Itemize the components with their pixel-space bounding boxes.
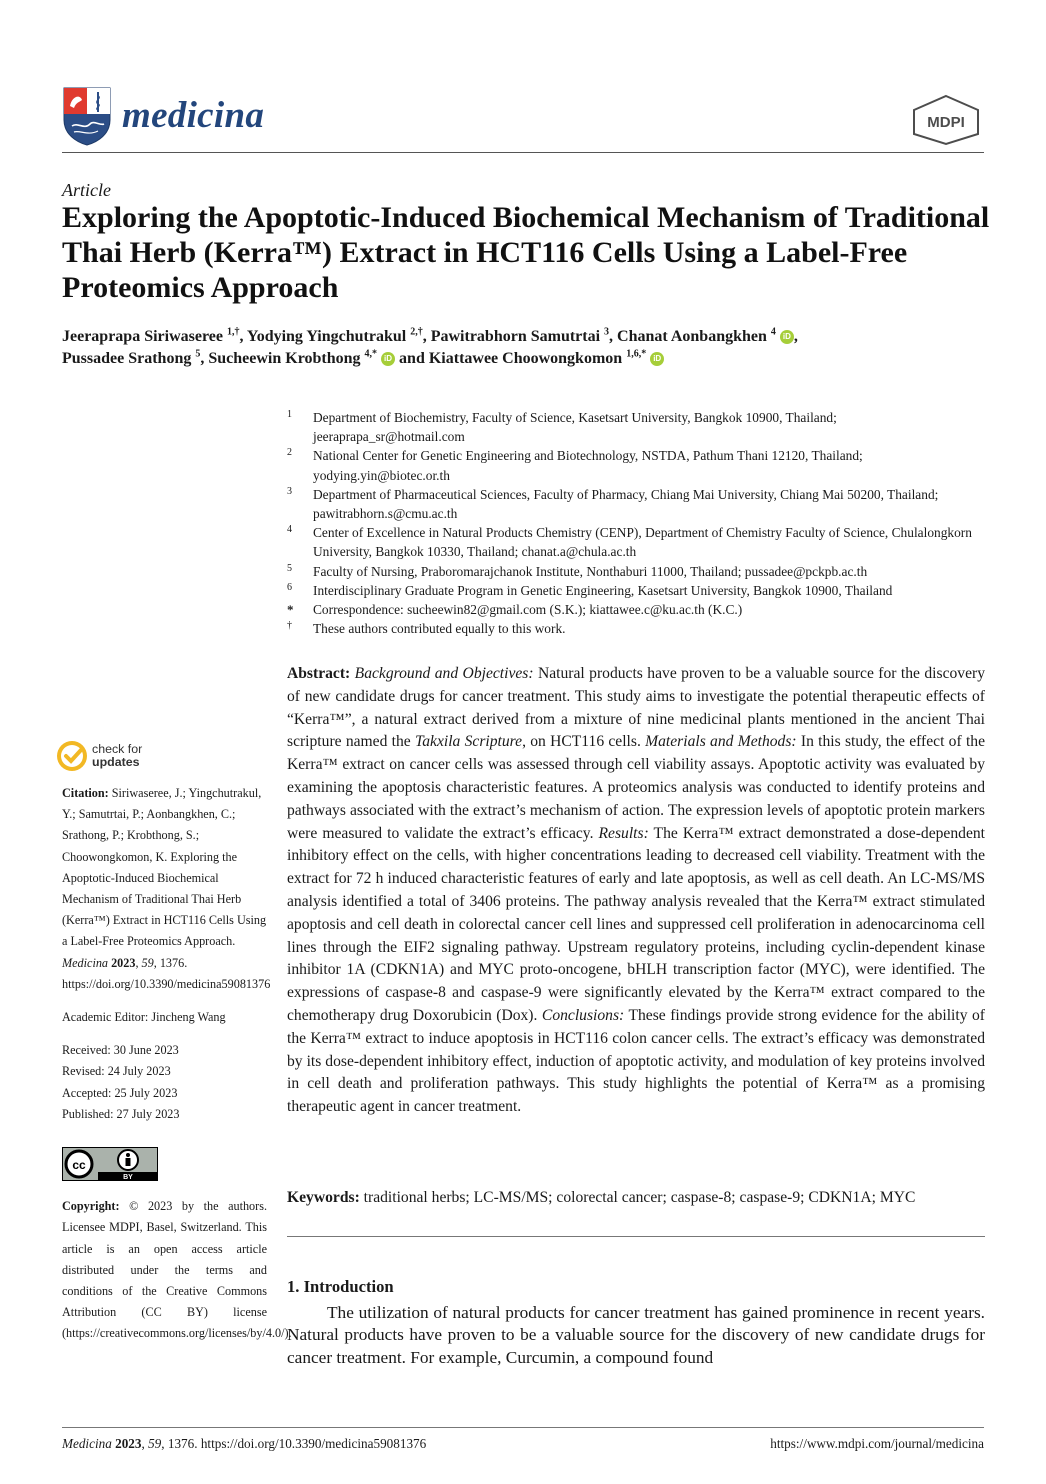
affiliation-text: Center of Excellence in Natural Products Chemistry (CENP), Department of Chemistry Faculty of Science, Chulalongkorn University, Bangkok 10330, Thailand; chanat.a@chula.ac.th xyxy=(313,525,972,560)
author-affiliation-marker: 4 xyxy=(770,326,776,338)
footer-sep: , xyxy=(141,1436,149,1451)
affiliation-item xyxy=(287,562,987,581)
check-for-updates-button[interactable] xyxy=(56,738,196,778)
affiliation-marker: 3 xyxy=(287,485,292,497)
abstract xyxy=(287,663,985,1119)
author-name: Pussadee Srathong xyxy=(62,350,192,367)
author-separator: , xyxy=(793,328,798,345)
affiliation-marker: * xyxy=(287,602,294,618)
affiliation-text: Interdisciplinary Graduate Program in Genetic Engineering, Kasetsart University, Bangkok 10900, Thailand xyxy=(313,582,893,598)
affiliation-item xyxy=(287,523,987,561)
footer-volume: 59 xyxy=(148,1436,162,1451)
abstract-background-text: Natural products have proven to be a valuable source for the discovery of new candidate drugs for cancer treatment. This study aims to investigate the potential therapeutic effects of “Kerra™”, a natural extract derived from a mixture of nine medicinal plants mentioned in the ancient Thai scripture named the xyxy=(287,665,986,751)
affiliation-item xyxy=(287,581,987,600)
abstract-background-text-end: , on HCT116 cells. xyxy=(522,733,646,751)
footer-journal: Medicina xyxy=(62,1436,112,1451)
orcid-icon[interactable]: iD xyxy=(650,352,664,366)
affiliation-text: Faculty of Nursing, Praboromarajchanok Institute, Nonthaburi 11000, Thailand; pussadee@pckpb.ac.th xyxy=(313,563,868,579)
footer-year: 2023 xyxy=(115,1436,142,1451)
date-received: Received: 30 June 2023 xyxy=(62,1043,179,1058)
author-separator: , xyxy=(200,350,209,367)
author-separator: , xyxy=(609,328,618,345)
affiliation-text: Correspondence: sucheewin82@gmail.com (S.K.); kiattawee.c@ku.ac.th (K.C.) xyxy=(313,602,743,618)
footer-divider xyxy=(62,1427,984,1428)
author-separator: and xyxy=(395,350,429,367)
keywords-label: Keywords: xyxy=(287,1189,360,1206)
orcid-icon[interactable]: iD xyxy=(381,352,395,366)
affiliation-text: Department of Biochemistry, Faculty of Science, Kasetsart University, Bangkok 10900, Thailand; jeeraprapa_sr@hotmail.com xyxy=(313,410,837,445)
header-divider xyxy=(62,152,984,153)
author-affiliation-marker: 2,† xyxy=(410,326,423,338)
date-revised: Revised: 24 July 2023 xyxy=(62,1064,171,1079)
citation-block xyxy=(62,783,271,995)
affiliation-item xyxy=(287,485,987,523)
author-name: Jeeraprapa Siriwaseree xyxy=(62,328,223,345)
citation-volume: 59 xyxy=(141,955,154,970)
dates-block xyxy=(62,1040,267,1125)
publisher-logo-icon xyxy=(908,94,984,146)
abstract-methods-label: Materials and Methods: xyxy=(645,733,797,751)
citation-text: Siriwaseree, J.; Yingchutrakul, Y.; Samutrtai, P.; Aonbangkhen, C.; Srathong, P.; Krobthong, S.; Choowongkomon, K. Exploring the Apoptotic-Induced Biochemical Mechanism of Traditional Thai Herb (Kerra™) Extract in HCT116 Cells Using a Label-Free Proteomics Approach. xyxy=(62,786,267,949)
affiliation-marker: 1 xyxy=(287,409,292,420)
academic-editor: Academic Editor: Jincheng Wang xyxy=(62,1010,226,1025)
affiliation-marker: 6 xyxy=(287,581,292,593)
date-published: Published: 27 July 2023 xyxy=(62,1106,180,1121)
orcid-icon[interactable]: iD xyxy=(780,330,794,344)
sidebar xyxy=(62,783,292,1345)
affiliation-text: These authors contributed equally to this work. xyxy=(313,621,566,637)
cc-by-text: BY xyxy=(123,1174,133,1182)
citation-doi[interactable]: , 1376. https://doi.org/10.3390/medicina59081376 xyxy=(62,955,271,991)
check-updates-icon xyxy=(56,738,92,774)
check-updates-line1: check for xyxy=(92,742,143,756)
author-name: Kiattawee Choowongkomon xyxy=(428,350,623,367)
article-title: Exploring the Apoptotic-Induced Biochemical Mechanism of Traditional Thai Herb (Kerra™) Extract in HCT116 Cells Using a Label-Free Proteomics Approach xyxy=(62,201,990,304)
footer-citation xyxy=(62,1436,426,1452)
citation-year: 2023 xyxy=(111,955,136,970)
affiliation-marker: 5 xyxy=(287,562,292,574)
affiliations xyxy=(287,408,987,638)
author-affiliation-marker: 5 xyxy=(195,348,201,360)
affiliation-item xyxy=(287,408,987,446)
citation-sep: , xyxy=(135,955,142,970)
publisher-name: MDPI xyxy=(927,114,965,131)
svg-text:cc: cc xyxy=(72,1158,86,1173)
affiliation-marker: † xyxy=(287,620,292,632)
author-name: Chanat Aonbangkhen xyxy=(617,328,767,345)
citation-label: Citation: xyxy=(62,786,109,800)
cc-by-license-icon[interactable] xyxy=(62,1147,158,1181)
keywords-text: traditional herbs; LC-MS/MS; colorectal cancer; caspase-8; caspase-9; CDKN1A; MYC xyxy=(359,1189,916,1206)
affiliation-item xyxy=(287,619,987,638)
journal-logo-icon xyxy=(62,86,112,146)
abstract-divider xyxy=(287,1236,985,1237)
abstract-label: Abstract: xyxy=(287,665,351,682)
author-separator: , xyxy=(239,328,247,345)
abstract-conclusions-label: Conclusions: xyxy=(541,1006,625,1024)
journal-name: medicina xyxy=(122,95,265,136)
author-name: Pawitrabhorn Samutrtai xyxy=(430,328,601,345)
keywords xyxy=(287,1187,985,1209)
author-name: Sucheewin Krobthong xyxy=(208,350,361,367)
abstract-methods-text: In this study, the effect of the Kerra™ extract on cancer cells was assessed through cell viability assays. Apoptotic activity was evaluated by examining the apoptosis characteristic features. A proteomics analysis was conducted to identify proteins and pathways associated with the extract’s mechanism of action. The expression levels of apoptotic protein markers were measured to validate the extract’s efficacy. xyxy=(287,733,985,842)
author-separator: , xyxy=(422,328,431,345)
affiliation-item xyxy=(287,600,987,619)
abstract-background-label: Background and Objectives: xyxy=(354,665,534,682)
author-affiliation-marker: 1,† xyxy=(227,326,240,338)
author-list xyxy=(62,326,984,370)
affiliation-marker: 4 xyxy=(287,524,292,536)
footer-journal-url[interactable]: https://www.mdpi.com/journal/medicina xyxy=(770,1436,984,1451)
date-accepted: Accepted: 25 July 2023 xyxy=(62,1085,178,1100)
abstract-scripture-name: Takxila Scripture xyxy=(415,733,523,751)
article-type: Article xyxy=(62,180,111,200)
copyright-block xyxy=(62,1196,292,1344)
citation-journal: Medicina xyxy=(62,955,109,970)
footer-doi-link[interactable]: , 1376. https://doi.org/10.3390/medicina59081376 xyxy=(161,1436,427,1451)
section-heading-introduction: 1. Introduction xyxy=(287,1277,394,1296)
affiliation-item xyxy=(287,446,987,484)
check-updates-line2: updates xyxy=(92,755,140,769)
copyright-text: © 2023 by the authors. Licensee MDPI, Basel, Switzerland. This article is an open access article distributed under the terms and conditions of the Creative Commons Attribution (CC BY) license (https://creativecommons.org/licenses/by/4.0/). xyxy=(62,1199,292,1341)
author-name: Yodying Yingchutrakul xyxy=(246,328,407,345)
abstract-results-label: Results: xyxy=(598,824,649,842)
author-affiliation-marker: 4,* xyxy=(364,348,378,360)
copyright-label: Copyright: xyxy=(62,1199,120,1214)
abstract-results-text: The Kerra™ extract demonstrated a dose-dependent inhibitory effect on the cells, with higher concentrations leading to decreased cell viability. Treatment with the extract for 72 h induced characteristic features of early and late apoptosis, as well as cell death. An LC-MS/MS analysis identified a total of 3406 proteins. The pathway analysis revealed that the Kerra™ extract stimulated apoptosis and cell death in colorectal cancer cell lines and suppressed cell proliferation in adenocarcinoma cell lines through the EIF2 signaling pathway. Upstream regulatory proteins, including cyclin-dependent kinase inhibitor 1A (CDKN1A) and MYC proto-oncogene, bHLH transcription factor (MYC), were identified. The expressions of caspase-8 and caspase-9 were significantly elevated by the Kerra™ extract compared to the chemotherapy drug Doxorubicin (Dox). xyxy=(287,824,985,1024)
abstract-conclusions-text: These findings provide strong evidence for the ability of the Kerra™ extract to induce apoptosis in HCT116 colon cancer cells. The extract’s efficacy was demonstrated by its dose-dependent inhibitory effect, induction of apoptotic activity, and modulation of key proteins involved in cell death and proliferation pathways. This study highlights the potential of Kerra™ as a promising therapeutic agent in cancer treatment. xyxy=(287,1006,985,1116)
affiliation-marker: 2 xyxy=(287,447,292,459)
affiliation-text: Department of Pharmaceutical Sciences, Faculty of Pharmacy, Chiang Mai University, Chiang Mai 50200, Thailand; pawitrabhorn.s@cmu.ac.th xyxy=(313,486,939,522)
author-affiliation-marker: 1,6,* xyxy=(626,348,647,360)
introduction-paragraph: The utilization of natural products for cancer treatment has gained prominence in recent years. Natural products have proven to be a valuable source for the discovery of new candidate drugs for cancer treatment. For example, Curcumin, a compound found xyxy=(287,1303,985,1367)
affiliation-text: National Center for Genetic Engineering and Biotechnology, NSTDA, Pathum Thani 12120, Thailand; yodying.yin@biotec.or.th xyxy=(313,448,863,483)
author-affiliation-marker: 3 xyxy=(604,326,610,338)
